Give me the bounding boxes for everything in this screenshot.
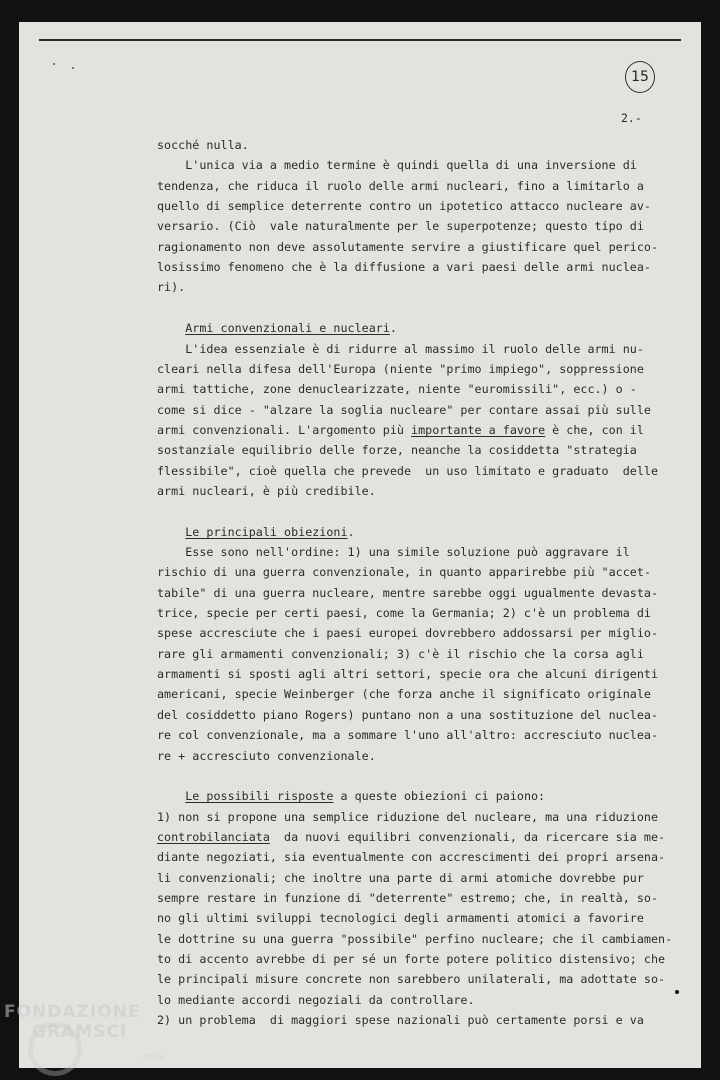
- text-line: socché nulla.: [157, 138, 249, 152]
- text-line: tendenza, che riduca il ruolo delle armi nucleari, fino a limitarlo a: [157, 179, 644, 193]
- text-line: del cosiddetto piano Rogers) puntano non a una sostituzione del nuclea-: [157, 708, 659, 722]
- text-line: sostanziale equilibrio delle forze, neanche la cosiddetta "strategia: [157, 443, 637, 457]
- text-line: trice, specie per certi paesi, come la Germania; 2) c'è un problema di: [157, 606, 651, 620]
- text-line: tabile" di una guerra nucleare, mentre sarebbe oggi ugualmente devasta-: [157, 586, 659, 600]
- text-line: quello di semplice deterrente contro un ipotetico attacco nucleare av-: [157, 199, 651, 213]
- text-line: versario. (Ciò vale naturalmente per le superpotenze; questo tipo di: [157, 219, 644, 233]
- watermark-sub: onlus: [142, 1052, 164, 1061]
- top-rule-line: [39, 39, 681, 41]
- text-line: armamenti si sposti agli altri settori, specie ora che alcuni dirigenti: [157, 667, 659, 681]
- text-line: to di accento avrebbe di per sé un forte potere politico distensivo; che: [157, 952, 666, 966]
- text-line: le dottrine su una guerra "possibile" perfino nucleare; che il cambiamen-: [157, 932, 673, 946]
- watermark-line-2: GRAMSCI: [32, 1022, 128, 1042]
- text-line: losissimo fenomeno che è la diffusione a vari paesi delle armi nuclea-: [157, 260, 651, 274]
- text-line: le principali misure concrete non sarebbero unilaterali, ma adottate so-: [157, 972, 666, 986]
- speck: [72, 67, 74, 69]
- underlined-text: importante a favore: [411, 423, 546, 437]
- underlined-text: Armi convenzionali e nucleari: [185, 321, 390, 335]
- text-line: armi convenzionali. L'argomento più importante a favore è che, con il: [157, 423, 644, 437]
- text-line: Le possibili risposte a queste obiezioni ci paiono:: [185, 789, 546, 803]
- text-line: no gli ultimi sviluppi tecnologici degli armamenti atomici a favorire: [157, 911, 644, 925]
- text-line: americani, specie Weinberger (che forza anche il significato originale: [157, 687, 651, 701]
- text-line: li convenzionali; che inoltre una parte di armi atomiche dovrebbe pur: [157, 871, 644, 885]
- text-line: Esse sono nell'ordine: 1) una simile soluzione può aggravare il: [157, 545, 630, 559]
- text-line: spese accresciute che i paesi europei dovrebbero addossarsi per miglio-: [157, 626, 659, 640]
- text-line: flessibile", cioè quella che prevede un uso limitato e graduato delle: [157, 464, 659, 478]
- text-line: 1) non si propone una semplice riduzione del nucleare, ma una riduzione: [157, 810, 659, 824]
- text-line: sempre restare in funzione di "deterrente" estremo; che, in realtà, so-: [157, 891, 659, 905]
- underlined-text: Le possibili risposte: [185, 789, 334, 803]
- text-line: ragionamento non deve assolutamente servire a giustificare quel perico-: [157, 240, 659, 254]
- underlined-text: Le principali obiezioni: [185, 525, 348, 539]
- underlined-text: controbilanciata: [157, 830, 270, 844]
- text-line: rischio di una guerra convenzionale, in quanto apparirebbe più "accet-: [157, 565, 651, 579]
- text-line: lo mediante accordi negoziali da controllare.: [157, 993, 475, 1007]
- text-line: cleari nella difesa dell'Europa (niente "primo impiego", soppressione: [157, 362, 644, 376]
- text-line: L'idea essenziale è di ridurre al massimo il ruolo delle armi nu-: [157, 342, 644, 356]
- handwritten-page-stamp: 15: [625, 61, 655, 93]
- text-line: armi nucleari, è più credibile.: [157, 484, 376, 498]
- text-line: rare gli armamenti convenzionali; 3) c'è il rischio che la corsa agli: [157, 647, 644, 661]
- text-line: re + accresciuto convenzionale.: [157, 749, 376, 763]
- speck: [53, 63, 55, 65]
- watermark-circle-icon: [28, 1022, 82, 1076]
- text-line: armi tattiche, zone denuclearizzate, niente "euromissili", ecc.) o -: [157, 382, 637, 396]
- speck: [675, 990, 679, 994]
- text-line: Le principali obiezioni.: [185, 525, 355, 539]
- text-line: re col convenzionale, ma a sommare l'uno all'altro: accresciuto nuclea-: [157, 728, 659, 742]
- text-line: ri).: [157, 280, 186, 294]
- text-line: Armi convenzionali e nucleari.: [185, 321, 397, 335]
- text-line: diante negoziati, sia eventualmente con accrescimenti dei propri arsena-: [157, 850, 666, 864]
- text-line: L'unica via a medio termine è quindi quella di una inversione di: [157, 158, 637, 172]
- text-line: come si dice - "alzare la soglia nucleare" per contare assai più sulle: [157, 403, 651, 417]
- text-line: controbilanciata da nuovi equilibri convenzionali, da ricercare sia me-: [157, 830, 666, 844]
- page-number: 2.-: [621, 111, 642, 125]
- watermark-line-1: FONDAZIONE: [4, 1002, 141, 1022]
- text-line: 2) un problema di maggiori spese nazionali può certamente porsi e va: [157, 1013, 644, 1027]
